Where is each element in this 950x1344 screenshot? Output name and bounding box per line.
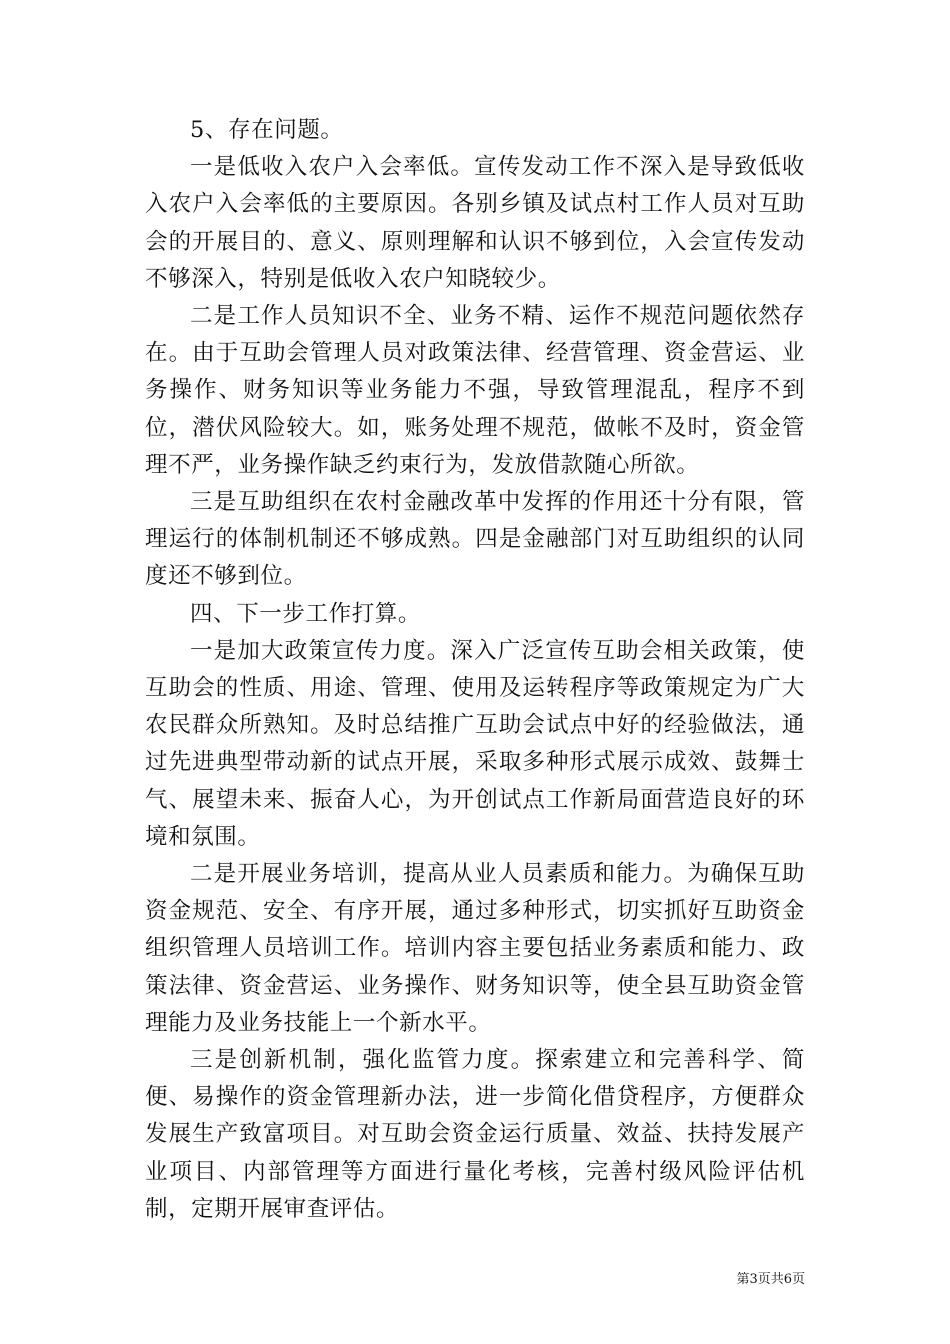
paragraph-problems-heading: 5、存在问题。 <box>190 117 344 143</box>
paragraph-policy-publicity: 一是加大政策宣传力度。深入广泛宣传互助会相关政策，使互助会的性质、用途、管理、使用及运转程序等政策规定为广大农民群众所熟知。及时总结推广互助会试点中好的经验做法，通过先进典型带动新的试点开展，采取多种形式展示成效、鼓舞士气、展望未来、振奋人心，为开创试点工作新局面营造良好的环境和氛围。 <box>145 637 805 850</box>
paragraph-low-income-enrollment: 一是低收入农户入会率低。宣传发动工作不深入是导致低收入农户入会率低的主要原因。各别乡镇及试点村工作人员对互助会的开展目的、意义、原则理解和认识不够到位，入会宣传发动不够深入，特别是低收入农户知晓较少。 <box>145 154 805 292</box>
paragraph-limited-role: 三是互助组织在农村金融改革中发挥的作用还十分有限，管理运行的体制机制还不够成熟。四是金融部门对互助组织的认同度还不够到位。 <box>145 489 805 590</box>
document-body <box>145 112 805 1228</box>
paragraph-next-steps-heading: 四、下一步工作打算。 <box>190 600 422 627</box>
paragraph-business-training: 二是开展业务培训，提高从业人员素质和能力。为确保互助资金规范、安全、有序开展，通过多种形式，切实抓好互助资金组织管理人员培训工作。培训内容主要包括业务素质和能力、政策法律、资金营运、业务操作、财务知识等，使全县互助资金管理能力及业务技能上一个新水平。 <box>145 861 805 1036</box>
page-number-footer: 第3页共6页 <box>736 1272 805 1287</box>
paragraph-innovation-supervision: 三是创新机制，强化监管力度。探索建立和完善科学、简便、易操作的资金管理新办法，进一步简化借贷程序，方便群众发展生产致富项目。对互助会资金运行质量、效益、扶持发展产业项目、内部管理等方面进行量化考核，完善村级风险评估机制，定期开展审查评估。 <box>145 1047 805 1222</box>
paragraph-staff-knowledge: 二是工作人员知识不全、业务不精、运作不规范问题依然存在。由于互助会管理人员对政策法律、经营管理、资金营运、业务操作、财务知识等业务能力不强，导致管理混乱，程序不到位，潜伏风险较大。如，账务处理不规范，做帐不及时，资金管理不严，业务操作缺乏约束行为，发放借款随心所欲。 <box>145 303 805 478</box>
